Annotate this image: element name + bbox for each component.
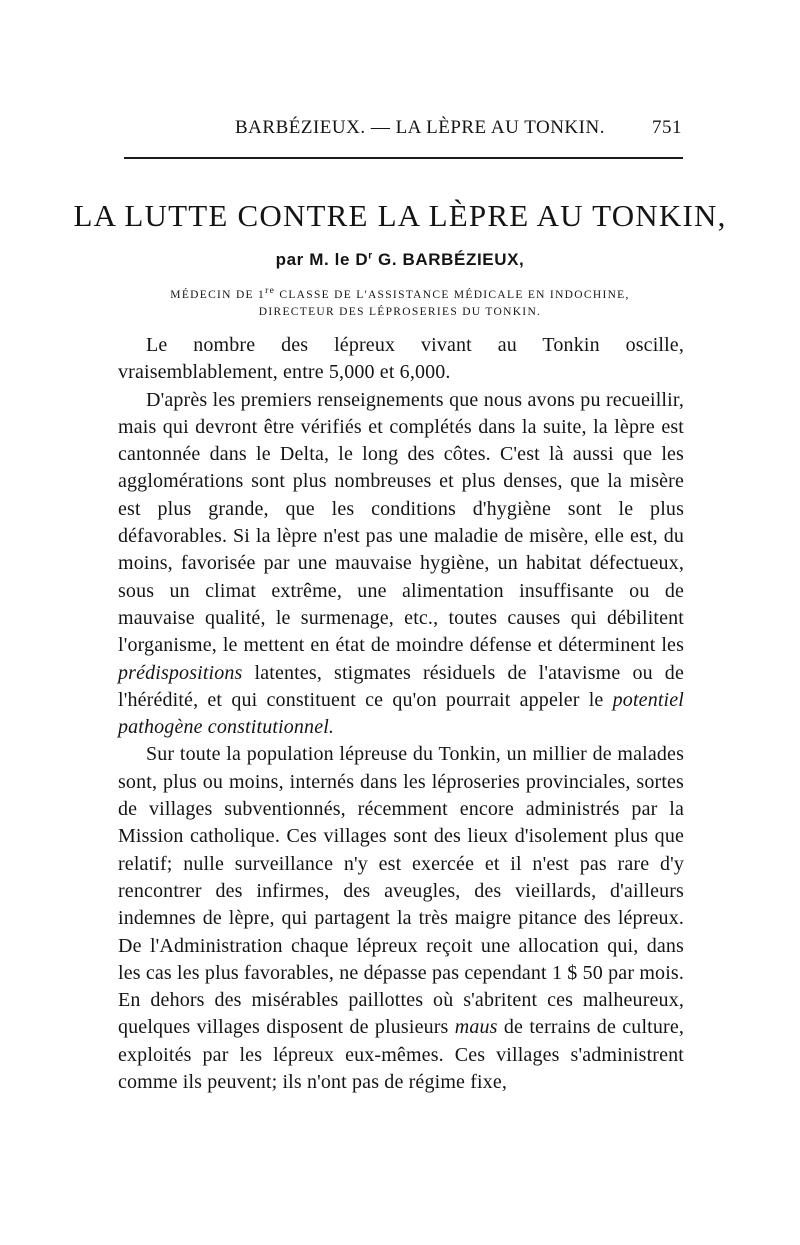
paragraph-3-text-a: Sur toute la population lépreuse du Tonkin, un millier de malades sont, plus ou moins, internés dans les léproseries provinciales, sortes de villages subventionnés, récemment encore administrés par la Mission catholique. Ces villages sont des lieux d'isolement plus que relatif; nulle surveillance n'y est exercée et il n'est pas rare d'y rencontrer des infirmes, des aveugles, des vieillards, d'ailleurs indemnes de lèpre, qui partagent la très maigre pitance des lépreux. De l'Administration chaque lépreux reçoit une allocation qui, dans les cas les plus favorables, ne dépasse pas cependant 1 $ 50 par mois. En dehors des misérables paillottes où s'abritent ces malheureux, quelques villages disposent de plusieurs [118, 743, 684, 1039]
article-title: LA LUTTE CONTRE LA LÈPRE AU TONKIN, [73, 198, 727, 233]
paragraph-3-italic: maus [454, 1016, 498, 1039]
running-head [122, 115, 682, 145]
byline-author: G. BARBÉZIEUX, [372, 250, 525, 269]
author-affiliation-1 [0, 285, 800, 301]
paragraph-2-italic-1: prédispositions [118, 661, 243, 684]
paragraph-2 [118, 387, 684, 742]
paragraph-3 [118, 741, 684, 1096]
affiliation-1-start: MÉDECIN DE 1 [170, 288, 266, 301]
paragraph-2-italic-2: potentiel pathogène constitutionnel. [118, 688, 684, 739]
page-number: 751 [652, 117, 682, 138]
affiliation-1-end: CLASSE DE L'ASSISTANCE MÉDICALE EN INDOCHINE, [275, 288, 630, 301]
byline-prefix: par M. le D [275, 250, 369, 269]
paragraph-3-text-b: de terrains de culture, exploités par les lépreux eux-mêmes. Ces villages s'administrent comme ils peuvent; ils n'ont pas de régime fixe, [118, 1016, 684, 1094]
article-body [118, 332, 684, 1096]
author-affiliation-2: DIRECTEUR DES LÉPROSERIES DU TONKIN. [258, 306, 542, 318]
running-head-title: BARBÉZIEUX. — LA LÈPRE AU TONKIN. [235, 117, 605, 138]
paragraph-1: Le nombre des lépreux vivant au Tonkin oscille, vraisemblablement, entre 5,000 et 6,000. [118, 334, 684, 384]
byline [0, 250, 800, 270]
header-rule [124, 157, 683, 159]
byline-superscript: r [368, 250, 373, 262]
affiliation-1-superscript: re [265, 285, 276, 296]
paragraph-2-text-a: D'après les premiers renseignements que nous avons pu recueillir, mais qui devront être vérifiés et complétés dans la suite, la lèpre est cantonnée dans le Delta, le long des côtes. C'est là aussi que les agglomérations sont plus nombreuses et plus denses, que la misère est plus grande, que les conditions d'hygiène sont le plus défavorables. Si la lèpre n'est pas une maladie de misère, elle est, du moins, favorisée par une mauvaise hygiène, un habitat défectueux, sous un climat extrême, une alimentation insuffisante ou de mauvaise qualité, le surmenage, etc., toutes causes qui débilitent l'organisme, le mettent en état de moindre défense et déterminent les [118, 388, 684, 657]
paragraph-2-text-b: latentes, stigmates résiduels de l'atavisme ou de l'hérédité, et qui constituent ce qu'on pourrait appeler le [118, 661, 684, 711]
